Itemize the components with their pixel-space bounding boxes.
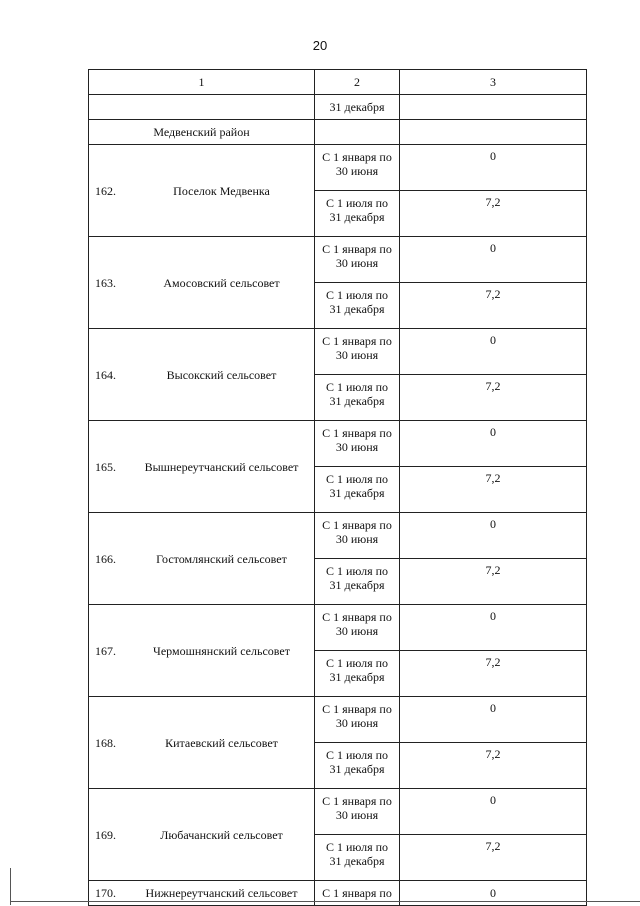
settlement-name-wrap [89, 828, 314, 842]
value-second-half: 7,2 [400, 835, 587, 881]
period-line: С 1 июля по [325, 564, 389, 578]
period-line: 30 июня [335, 716, 379, 730]
settlement-name-cell [89, 789, 315, 881]
period-line: 30 июня [335, 348, 379, 362]
continuation-period: 31 декабря [315, 95, 400, 120]
period-line: С 1 января по [322, 610, 392, 624]
value-second-half: 7,2 [400, 375, 587, 421]
district-row [89, 120, 587, 145]
period-first-half [315, 789, 400, 835]
settlement-name: Китаевский сельсовет [165, 735, 278, 750]
period-second-half [315, 191, 400, 237]
settlement-number: 170. [95, 886, 116, 900]
period-second-half [315, 651, 400, 697]
period-line: С 1 июля по [325, 288, 389, 302]
value-second-half: 7,2 [400, 467, 587, 513]
period-line: 30 июня [335, 440, 379, 454]
period-line: 31 декабря [329, 302, 385, 316]
value-second-half: 7,2 [400, 191, 587, 237]
rates-table-body [89, 70, 587, 906]
value-first-half: 0 [400, 513, 587, 559]
period-second-half [315, 467, 400, 513]
period-first-half [315, 145, 400, 191]
settlement-name: Амосовский сельсовет [163, 275, 280, 290]
page-frame-left-edge [10, 868, 11, 905]
period-second-half [315, 283, 400, 329]
period-line: С 1 июля по [325, 380, 389, 394]
settlement-name-wrap [89, 368, 314, 382]
settlement-row [89, 513, 587, 559]
settlement-row [89, 237, 587, 283]
period-line: 30 июня [335, 164, 379, 178]
period-first-half: С 1 января по [315, 881, 400, 906]
district-period-cell [315, 120, 400, 145]
period-line: С 1 января по [322, 702, 392, 716]
value-second-half: 7,2 [400, 743, 587, 789]
settlement-name-wrap [89, 886, 314, 900]
district-name: Медвенский район [89, 120, 315, 145]
settlement-number: 165. [95, 459, 116, 474]
period-second-half [315, 559, 400, 605]
settlement-name-cell [89, 237, 315, 329]
header-col-2: 2 [315, 70, 400, 95]
period-first-half [315, 237, 400, 283]
settlement-name: Гостомлянский сельсовет [156, 551, 287, 566]
period-line: 30 июня [335, 256, 379, 270]
value-first-half: 0 [400, 881, 587, 906]
period-line: С 1 июля по [325, 748, 389, 762]
settlement-name: Высокский сельсовет [166, 367, 277, 382]
period-line: С 1 июля по [325, 840, 389, 854]
header-row [89, 70, 587, 95]
settlement-name-cell [89, 145, 315, 237]
continuation-value-cell [400, 95, 587, 120]
settlement-row [89, 421, 587, 467]
period-line: С 1 января по [322, 150, 392, 164]
continuation-row [89, 95, 587, 120]
period-line: 31 декабря [329, 854, 385, 868]
settlement-number: 162. [95, 183, 116, 198]
settlement-number: 166. [95, 551, 116, 566]
value-first-half: 0 [400, 789, 587, 835]
settlement-name-cell [89, 421, 315, 513]
value-first-half: 0 [400, 145, 587, 191]
settlement-row [89, 789, 587, 835]
rates-table [88, 69, 587, 906]
settlement-name-wrap [89, 460, 314, 474]
value-second-half: 7,2 [400, 283, 587, 329]
period-line: С 1 января по [322, 334, 392, 348]
settlement-name-cell [89, 605, 315, 697]
period-line: 31 декабря [329, 578, 385, 592]
header-col-1: 1 [89, 70, 315, 95]
header-col-3: 3 [400, 70, 587, 95]
settlement-number: 163. [95, 275, 116, 290]
settlement-number: 164. [95, 367, 116, 382]
settlement-name-cell [89, 697, 315, 789]
value-first-half: 0 [400, 329, 587, 375]
value-first-half: 0 [400, 237, 587, 283]
district-value-cell [400, 120, 587, 145]
period-first-half [315, 605, 400, 651]
continuation-name-cell [89, 95, 315, 120]
settlement-number: 167. [95, 643, 116, 658]
period-second-half [315, 375, 400, 421]
period-line: С 1 января по [322, 242, 392, 256]
value-first-half: 0 [400, 421, 587, 467]
period-line: 31 декабря [329, 394, 385, 408]
settlement-name-cell [89, 513, 315, 605]
period-second-half [315, 835, 400, 881]
period-line: 31 декабря [329, 486, 385, 500]
settlement-name-wrap [89, 644, 314, 658]
settlement-name-wrap [89, 736, 314, 750]
settlement-number: 169. [95, 827, 116, 842]
settlement-name-wrap [89, 276, 314, 290]
period-first-half [315, 697, 400, 743]
settlement-name-wrap [89, 184, 314, 198]
period-line: 31 декабря [329, 762, 385, 776]
period-first-half [315, 421, 400, 467]
settlement-row [89, 329, 587, 375]
period-line: С 1 июля по [325, 472, 389, 486]
value-first-half: 0 [400, 697, 587, 743]
period-first-half [315, 513, 400, 559]
period-line: С 1 января по [322, 518, 392, 532]
period-line: 31 декабря [329, 670, 385, 684]
settlement-name: Нижнереутчанский сельсовет [145, 886, 298, 900]
value-second-half: 7,2 [400, 559, 587, 605]
period-line: С 1 января по [322, 426, 392, 440]
page-frame-bottom-edge [10, 901, 640, 902]
settlement-name: Любачанский сельсовет [160, 827, 283, 842]
period-line: 31 декабря [329, 210, 385, 224]
value-first-half: 0 [400, 605, 587, 651]
settlement-row [89, 605, 587, 651]
period-line: С 1 января по [322, 794, 392, 808]
period-line: С 1 июля по [325, 196, 389, 210]
settlement-row [89, 145, 587, 191]
page-number: 20 [312, 38, 328, 53]
period-line: 30 июня [335, 624, 379, 638]
period-line: 30 июня [335, 532, 379, 546]
settlement-name: Вышнереутчанский сельсовет [144, 459, 299, 474]
settlement-number: 168. [95, 735, 116, 750]
period-second-half [315, 743, 400, 789]
settlement-name: Поселок Медвенка [173, 183, 270, 198]
settlement-name: Чермошнянский сельсовет [153, 643, 290, 658]
settlement-row [89, 697, 587, 743]
value-second-half: 7,2 [400, 651, 587, 697]
settlement-name-cell [89, 329, 315, 421]
settlement-name-wrap [89, 552, 314, 566]
period-first-half [315, 329, 400, 375]
period-line: 30 июня [335, 808, 379, 822]
period-line: С 1 июля по [325, 656, 389, 670]
